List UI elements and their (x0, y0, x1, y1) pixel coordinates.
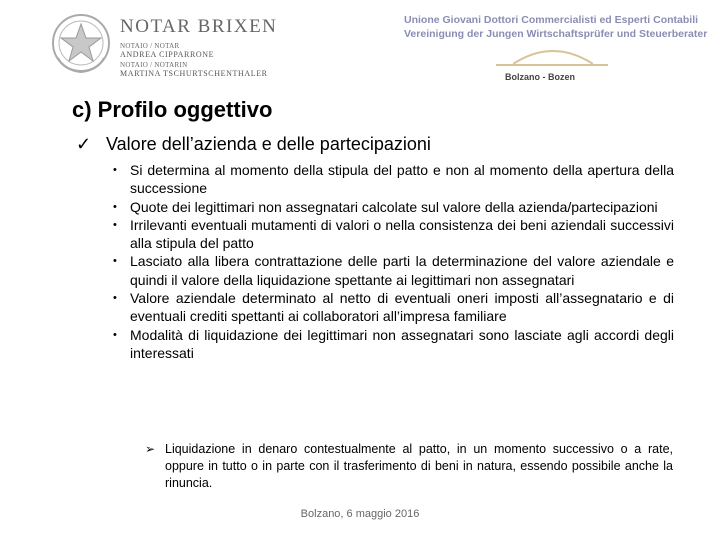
bullet-icon: • (113, 292, 117, 305)
notary-line-1: NOTAIO / NOTAR (120, 42, 180, 50)
bullet-icon: • (113, 218, 117, 231)
bullet-icon: • (113, 255, 117, 268)
list-item: • Quote dei legittimari non assegnatari calcolate sul valore della azienda/partecipazioni (113, 198, 658, 215)
association-divider (496, 64, 608, 66)
list-item: • Si determina al momento della stipula del patto e non al momento della apertura della successione (113, 162, 674, 197)
notary-line-3: NOTAIO / NOTARIN (120, 61, 188, 69)
footer-date: Bolzano, 6 maggio 2016 (300, 508, 420, 520)
sub-bullet (145, 441, 673, 492)
check-item (76, 134, 431, 155)
association-emblem-icon (513, 44, 593, 66)
association-line-2: Vereinigung der Jungen Wirtschaftsprüfer und Steuerberater (404, 28, 708, 40)
notary-line-2: ANDREA CIPPARRONE (120, 50, 215, 59)
notary-logo (50, 8, 310, 88)
bullet-icon: • (113, 200, 117, 213)
checkmark-icon: ✓ (76, 134, 92, 154)
association-place: Bolzano - Bozen (505, 72, 575, 82)
list-item: • Valore aziendale determinato al netto di eventuali oneri imposti all’assegnatario e di eventuali crediti spettanti ai collaboratori all’impresa familiare (113, 290, 674, 325)
list-item: • Irrilevanti eventuali mutamenti di valori o nella consistenza dei beni aziendali successivi alla stipula del patto (113, 216, 674, 252)
republic-emblem-icon (50, 10, 112, 76)
association-line-1: Unione Giovani Dottori Commercialisti ed Esperti Contabili (404, 14, 699, 26)
association-logo (400, 10, 708, 90)
bullet-icon: • (113, 328, 117, 341)
arrow-bullet-icon: ➢ (145, 442, 156, 456)
list-item: • Lasciato alla libera contrattazione delle parti la determinazione del valore aziendale e quindi il valore della liquidazione spettante ai legittimari non assegnatari (113, 253, 674, 288)
sub-bullet-text: Liquidazione in denaro contestualmente al patto, in un momento successivo o a rate, oppure in tutto o in parte con il trasferimento di beni in natura, essendo possibile anche la rinuncia. (165, 442, 673, 490)
bullet-icon: • (113, 164, 117, 176)
bullet-list (110, 161, 674, 362)
check-item-label: Valore dell’azienda e delle partecipazioni (106, 134, 431, 154)
list-item: • Modalità di liquidazione dei legittimari non assegnatari sono lasciate agli accordi degli interessati (113, 326, 674, 361)
notary-title: NOTAR BRIXEN (120, 16, 278, 37)
notary-line-4: MARTINA TSCHURTSCHENTHALER (120, 69, 268, 78)
section-title: c) Profilo oggettivo (72, 97, 273, 122)
